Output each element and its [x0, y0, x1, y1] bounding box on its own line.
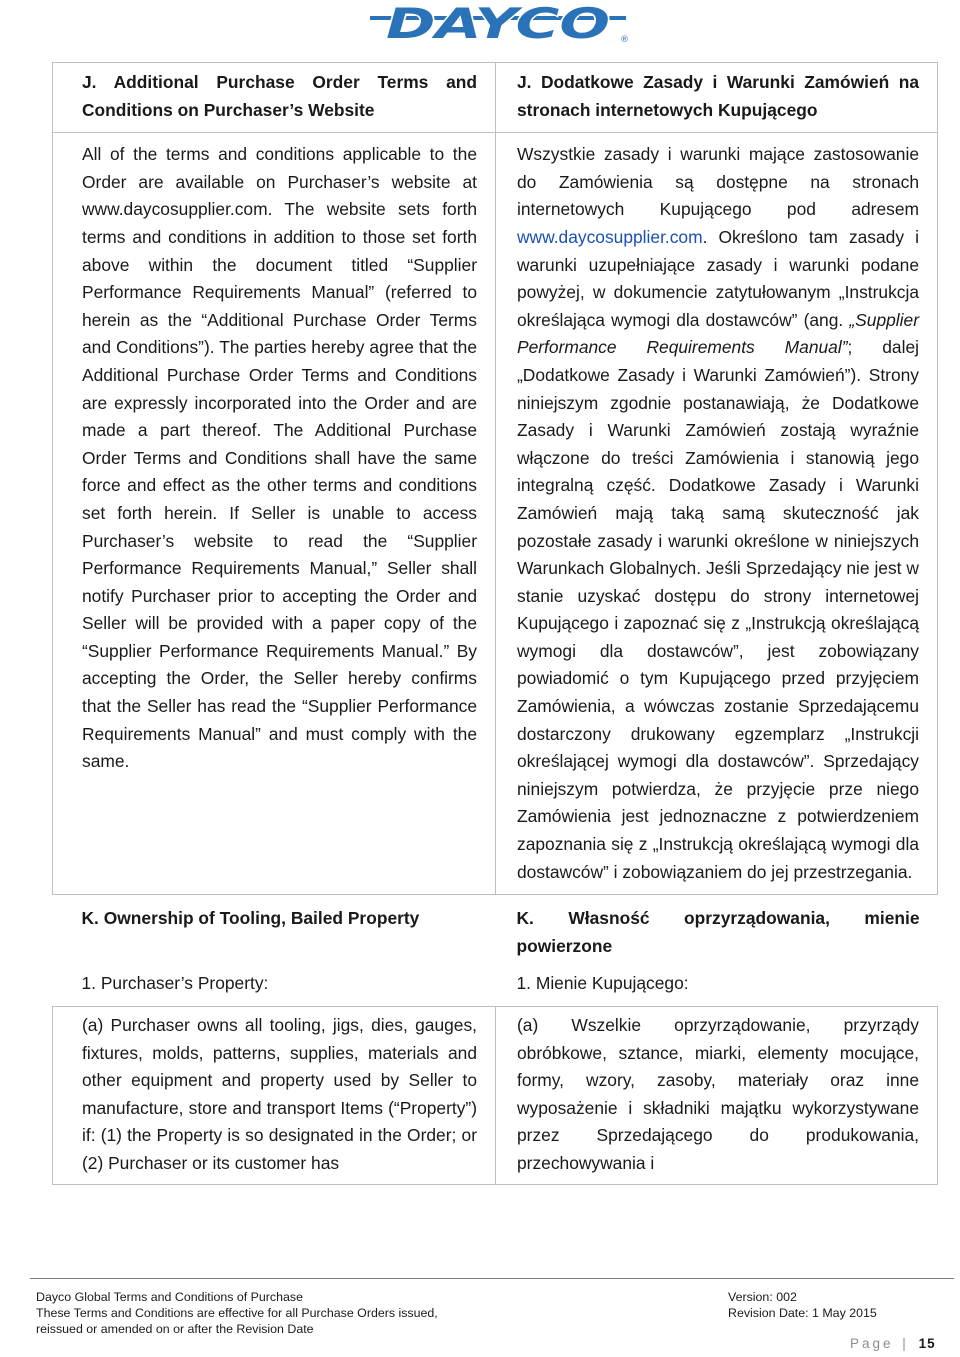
section-j-heading-row — [53, 63, 938, 133]
footer-revision-line: reissued or amended on or after the Revision Date — [36, 1322, 314, 1337]
section-k-pl-body: (a) Wszelkie oprzyrządowanie, przyrządy obróbkowe, sztance, miarki, elementy mocujące, formy, wzory, zasoby, materiały oraz inne wyposażenie i składniki majątku wykorzystywane przez Sprzedającego do produkowania, przechowywania i — [517, 1015, 919, 1173]
section-j-en-heading-cell — [53, 63, 496, 133]
section-k-en-body-cell — [53, 1007, 496, 1185]
section-j-pl-body-3: ; dalej „Dodatkowe Zasady i Warunki Zamówień”). Strony niniejszym zgodnie postanawiają, że Dodatkowe Zasady i Warunki Zamówień zostają wyraźnie włączone do treści Zamówienia i stanowią jego integralną część. Dodatkowe Zasady i Warunki Zamówień mają taką samą skuteczność jak pozostałe zasady i warunki określone w niniejszych Warunkach Globalnych. Jeśli Sprzedający nie jest w stanie uzyskać dostępu do strony internetowej Kupującego i zapoznać się z „Instrukcją określającą wymogi dla dostawców”, jest zobowiązany powiadomić o tym Kupującego przed przyjęciem Zamówienia, a wówczas zostanie Sprzedającemu dostarczony drukowany egzemplarz „Instrukcji określającej wymogi dla dostawców”. Sprzedający niniejszym potwierdza, że przyjęcie prze niego Zamówienia jest jednoznaczne z potwierdzeniem zapoznania się z „Instrukcją określającą wymogi dla dostawców” i zobowiązaniem do jej przestrzegania. — [517, 337, 919, 882]
section-k-body-row — [53, 1007, 938, 1185]
registered-mark: ® — [620, 35, 629, 45]
section-j-pl-body-2: . Określono tam zasady i warunki uzupełniające zasady i warunki podane powyżej, w dokumencie zatytułowanym „Instrukcja określająca wymogi dla dostawców” (ang. — [517, 226, 919, 330]
footer-left — [36, 1289, 438, 1338]
section-k-pl-sub: 1. Mienie Kupującego: — [516, 973, 689, 994]
logo-text: DAYCO — [386, 0, 610, 48]
footer-divider — [30, 1278, 954, 1279]
section-k-pl-body-cell — [496, 1007, 938, 1185]
page-number-block — [850, 1336, 936, 1351]
section-k-pl-heading-cell — [496, 895, 938, 969]
footer-right — [728, 1289, 877, 1321]
dayco-logo-mark — [370, 0, 629, 48]
page-label: Page — [850, 1336, 894, 1351]
footer-revision-date: Revision Date: 1 May 2015 — [728, 1306, 877, 1321]
dayco-logo — [370, 0, 629, 48]
section-k-en-heading-cell — [53, 895, 496, 969]
section-k-en-sub: 1. Purchaser’s Property: — [81, 973, 269, 994]
section-j-en-body: All of the terms and conditions applicable to the Order are available on Purchaser’s website at www.daycosupplier.com. The website sets forth terms and conditions in addition to those set forth above within the document titled “Supplier Performance Requirements Manual” (referred to herein as the “Additional Purchase Order Terms and Conditions”). The parties hereby agree that the Additional Purchase Order Terms and Conditions are expressly incorporated into the Order and are made a part thereof. The Additional Purchase Order Terms and Conditions shall have the same force and effect as the other terms and conditions set forth herein. If Seller is unable to access Purchaser’s website to read the “Supplier Performance Requirements Manual,” Seller shall notify Purchaser prior to accepting the Order and Seller will be provided with a paper copy of the “Supplier Performance Requirements Manual.” By accepting the Order, the Seller hereby confirms that the Seller has read the “Supplier Performance Requirements Manual” and must comply with the same. — [82, 144, 477, 772]
section-k-heading-row — [53, 895, 938, 969]
page-number: 15 — [918, 1336, 936, 1351]
section-j-en-heading: J. Additional Purchase Order Terms and Conditions on Purchaser’s Website — [82, 72, 477, 120]
footer-version: Version: 002 — [728, 1290, 797, 1304]
section-j-pl-body-cell — [496, 133, 938, 895]
terms-table — [52, 62, 938, 1185]
footer-title: Dayco Global Terms and Conditions of Purchase — [36, 1290, 303, 1304]
section-j-body-row — [53, 133, 938, 895]
footer-effective-line: These Terms and Conditions are effective for all Purchase Orders issued, — [36, 1306, 438, 1321]
section-k-en-sub-cell — [53, 968, 496, 1006]
section-j-pl-body-1: Wszystkie zasady i warunki mające zastosowanie do Zamówienia są dostępne na stronach internetowych Kupującego pod adresem — [517, 144, 919, 220]
section-j-pl-heading-cell — [496, 63, 938, 133]
section-k-pl-heading: K. Własność oprzyrządowania, mienie powierzone — [516, 908, 920, 956]
section-k-sub-row — [53, 968, 938, 1006]
section-j-en-body-cell — [53, 133, 496, 895]
section-k-en-body: (a) Purchaser owns all tooling, jigs, dies, gauges, fixtures, molds, patterns, supplies, materials and other equipment and property used by Seller to manufacture, store and transport Items (“Property”) if: (1) the Property is so designated in the Order; or (2) Purchaser or its customer has — [82, 1015, 477, 1173]
section-k-pl-sub-cell — [496, 968, 938, 1006]
section-j-pl-heading: J. Dodatkowe Zasady i Warunki Zamówień na stronach internetowych Kupującego — [517, 72, 919, 120]
supplier-website-link[interactable]: www.daycosupplier.com — [517, 226, 703, 247]
section-k-en-heading: K. Ownership of Tooling, Bailed Property — [81, 908, 420, 929]
section-j-pl-body-italic: „Supplier Performance Requirements Manual” — [517, 309, 919, 358]
page-separator: | — [902, 1336, 906, 1351]
